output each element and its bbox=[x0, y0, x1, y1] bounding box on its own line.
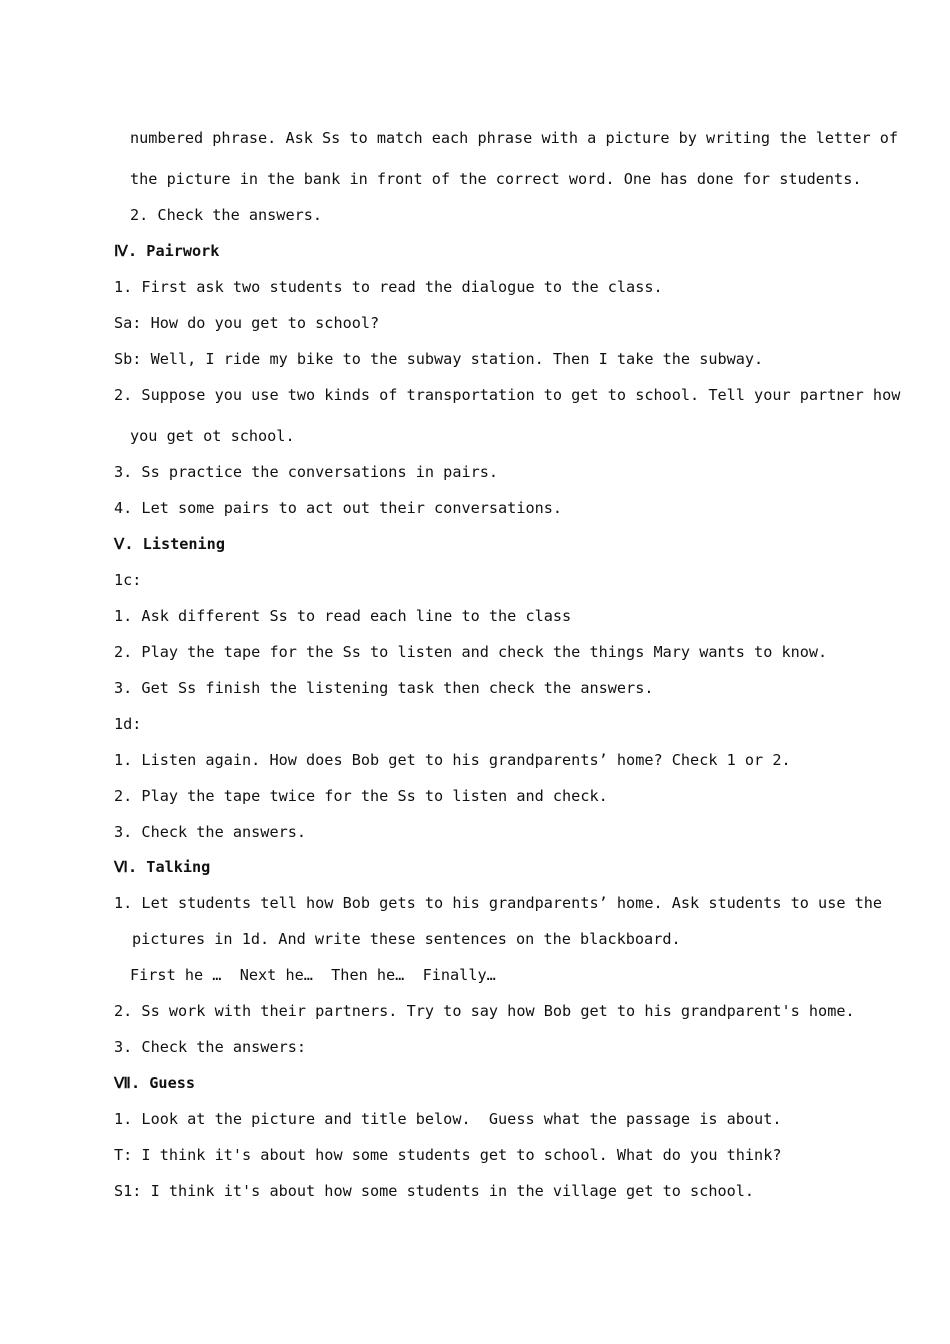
paragraph-line: 3. Check the answers: bbox=[114, 1038, 307, 1056]
paragraph-line: 3. Ss practice the conversations in pairs. bbox=[114, 463, 499, 481]
subsection-label: 1c: bbox=[114, 571, 142, 589]
paragraph-line: 2. Check the answers. bbox=[130, 206, 323, 224]
paragraph-line: you get ot school. bbox=[130, 427, 295, 445]
paragraph-line: 3. Get Ss finish the listening task then check the answers. bbox=[114, 679, 654, 697]
paragraph-line: First he … Next he… Then he… Finally… bbox=[130, 966, 496, 984]
paragraph-line: numbered phrase. Ask Ss to match each phrase with a picture by writing the letter of bbox=[130, 129, 899, 147]
section-heading: Ⅵ. Talking bbox=[114, 858, 211, 876]
paragraph-line: 1. Listen again. How does Bob get to his grandparents’ home? Check 1 or 2. bbox=[114, 751, 791, 769]
dialogue-line: S1: I think it's about how some students in the village get to school. bbox=[114, 1182, 755, 1200]
section-heading: Ⅳ. Pairwork bbox=[114, 242, 220, 260]
section-heading: Ⅶ. Guess bbox=[114, 1074, 196, 1092]
paragraph-line: 1. First ask two students to read the dialogue to the class. bbox=[114, 278, 663, 296]
paragraph-line: 4. Let some pairs to act out their conversations. bbox=[114, 499, 563, 517]
paragraph-line: 2. Suppose you use two kinds of transportation to get to school. Tell your partner how bbox=[114, 386, 901, 404]
paragraph-line: 2. Ss work with their partners. Try to say how Bob get to his grandparent's home. bbox=[114, 1002, 855, 1020]
paragraph-line: 1. Ask different Ss to read each line to the class bbox=[114, 607, 572, 625]
paragraph-line: 2. Play the tape for the Ss to listen and check the things Mary wants to know. bbox=[114, 643, 828, 661]
paragraph-line: 3. Check the answers. bbox=[114, 823, 307, 841]
paragraph-line: 1. Let students tell how Bob gets to his grandparents’ home. Ask students to use the bbox=[114, 894, 883, 912]
paragraph-line: the picture in the bank in front of the correct word. One has done for students. bbox=[130, 170, 862, 188]
dialogue-line: T: I think it's about how some students get to school. What do you think? bbox=[114, 1146, 782, 1164]
dialogue-line: Sb: Well, I ride my bike to the subway station. Then I take the subway. bbox=[114, 350, 764, 368]
paragraph-line: 2. Play the tape twice for the Ss to listen and check. bbox=[114, 787, 608, 805]
dialogue-line: Sa: How do you get to school? bbox=[114, 314, 380, 332]
section-heading: Ⅴ. Listening bbox=[114, 535, 225, 553]
paragraph-line: pictures in 1d. And write these sentences on the blackboard. bbox=[132, 930, 681, 948]
subsection-label: 1d: bbox=[114, 715, 142, 733]
paragraph-line: 1. Look at the picture and title below. Guess what the passage is about. bbox=[114, 1110, 782, 1128]
